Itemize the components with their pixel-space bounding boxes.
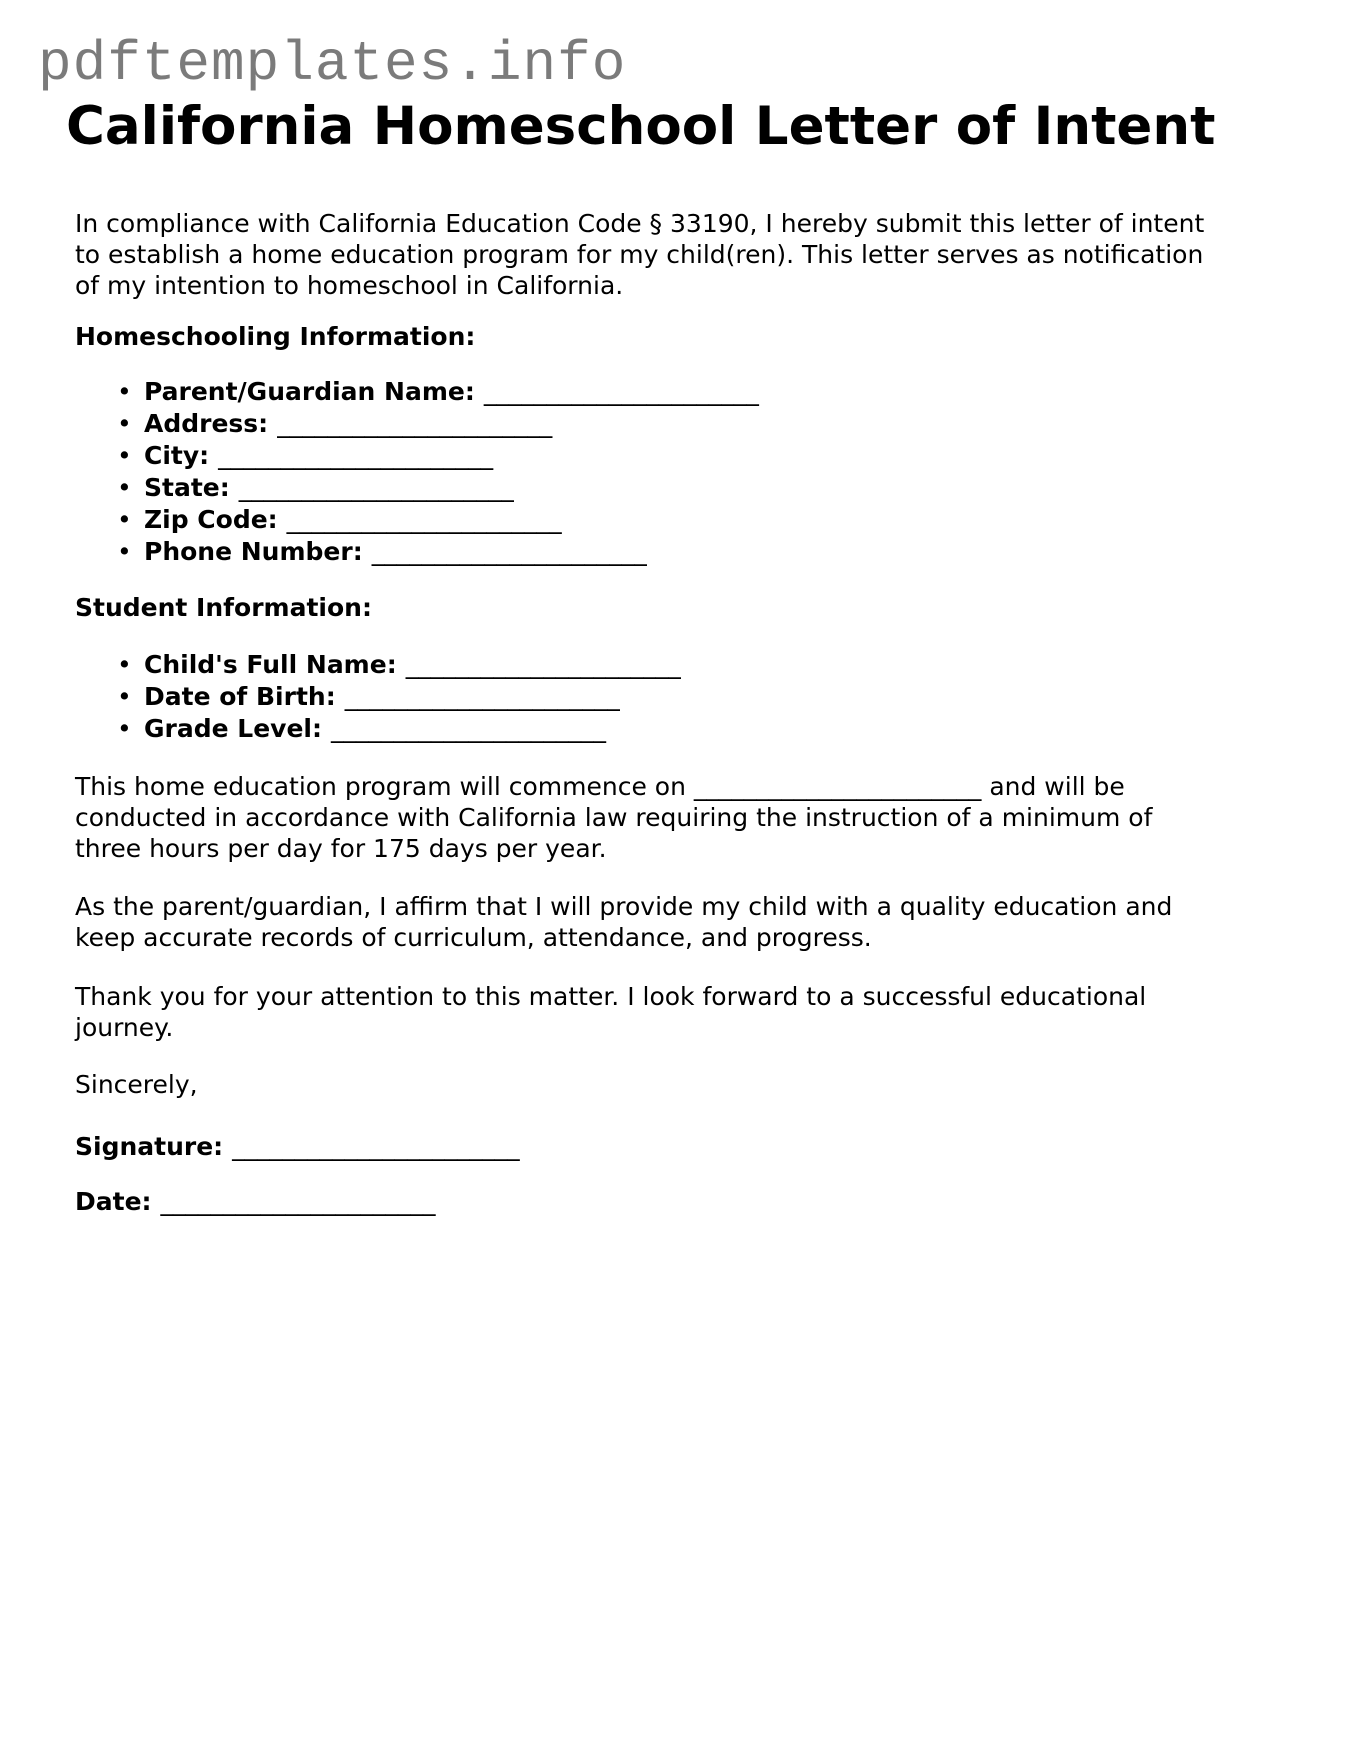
blank-line: ______________________ bbox=[286, 505, 562, 534]
field-label: Address: bbox=[144, 409, 269, 438]
field-address bbox=[75, 408, 1297, 440]
signature-row bbox=[75, 1131, 1297, 1162]
date-row bbox=[75, 1186, 1297, 1217]
field-label: State: bbox=[144, 473, 230, 502]
commencement-line-3: three hours per day for 175 days per year. bbox=[75, 834, 607, 863]
commencement-line-1: This home education program will commence on _______________________ and will be bbox=[75, 772, 1125, 801]
blank-line: ______________________ bbox=[218, 441, 494, 470]
commencement-paragraph bbox=[75, 771, 1297, 864]
intro-paragraph bbox=[75, 208, 1297, 301]
field-label: Phone Number: bbox=[144, 537, 363, 566]
site-watermark: pdftemplates.info bbox=[38, 32, 627, 96]
field-label: Child's Full Name: bbox=[144, 650, 397, 679]
page-title: California Homeschool Letter of Intent bbox=[66, 96, 1216, 157]
blank-line: ______________________ bbox=[330, 714, 606, 743]
field-phone-number bbox=[75, 536, 1297, 568]
field-state bbox=[75, 472, 1297, 504]
signature-label: Signature: bbox=[75, 1132, 224, 1161]
thanks-line-2: journey. bbox=[75, 1013, 174, 1042]
field-label: Parent/Guardian Name: bbox=[144, 377, 475, 406]
field-grade-level bbox=[75, 713, 1297, 745]
field-parent-guardian-name bbox=[75, 376, 1297, 408]
intro-line-1: In compliance with California Education Code § 33190, I hereby submit this letter of intent bbox=[75, 209, 1205, 238]
date-blank-line: ______________________ bbox=[160, 1187, 436, 1216]
homeschooling-fields-list bbox=[75, 376, 1297, 568]
blank-line: ______________________ bbox=[483, 377, 759, 406]
field-zip-code bbox=[75, 504, 1297, 536]
field-label: Grade Level: bbox=[144, 714, 322, 743]
field-city bbox=[75, 440, 1297, 472]
thanks-line-1: Thank you for your attention to this matter. I look forward to a successful educational bbox=[75, 982, 1147, 1011]
blank-line: ______________________ bbox=[371, 537, 647, 566]
intro-line-3: of my intention to homeschool in California. bbox=[75, 271, 624, 300]
commencement-line-2: conducted in accordance with California law requiring the instruction of a minimum of bbox=[75, 803, 1153, 832]
homeschooling-info-heading: Homeschooling Information: bbox=[75, 322, 476, 351]
blank-line: ______________________ bbox=[238, 473, 514, 502]
field-label: City: bbox=[144, 441, 210, 470]
signature-blank-line: _______________________ bbox=[232, 1132, 520, 1161]
blank-line: ______________________ bbox=[277, 409, 553, 438]
affirmation-paragraph bbox=[75, 891, 1297, 953]
field-label: Zip Code: bbox=[144, 505, 278, 534]
thanks-paragraph bbox=[75, 981, 1297, 1043]
intro-line-2: to establish a home education program for my child(ren). This letter serves as notification bbox=[75, 240, 1204, 269]
affirmation-line-1: As the parent/guardian, I affirm that I will provide my child with a quality education and bbox=[75, 892, 1173, 921]
student-info-heading: Student Information: bbox=[75, 593, 372, 622]
field-childs-full-name bbox=[75, 649, 1297, 681]
closing-salutation: Sincerely, bbox=[75, 1070, 198, 1099]
affirmation-line-2: keep accurate records of curriculum, attendance, and progress. bbox=[75, 923, 872, 952]
field-label: Date of Birth: bbox=[144, 682, 336, 711]
blank-line: ______________________ bbox=[344, 682, 620, 711]
student-fields-list bbox=[75, 649, 1297, 745]
field-date-of-birth bbox=[75, 681, 1297, 713]
blank-line: ______________________ bbox=[405, 650, 681, 679]
date-label: Date: bbox=[75, 1187, 152, 1216]
